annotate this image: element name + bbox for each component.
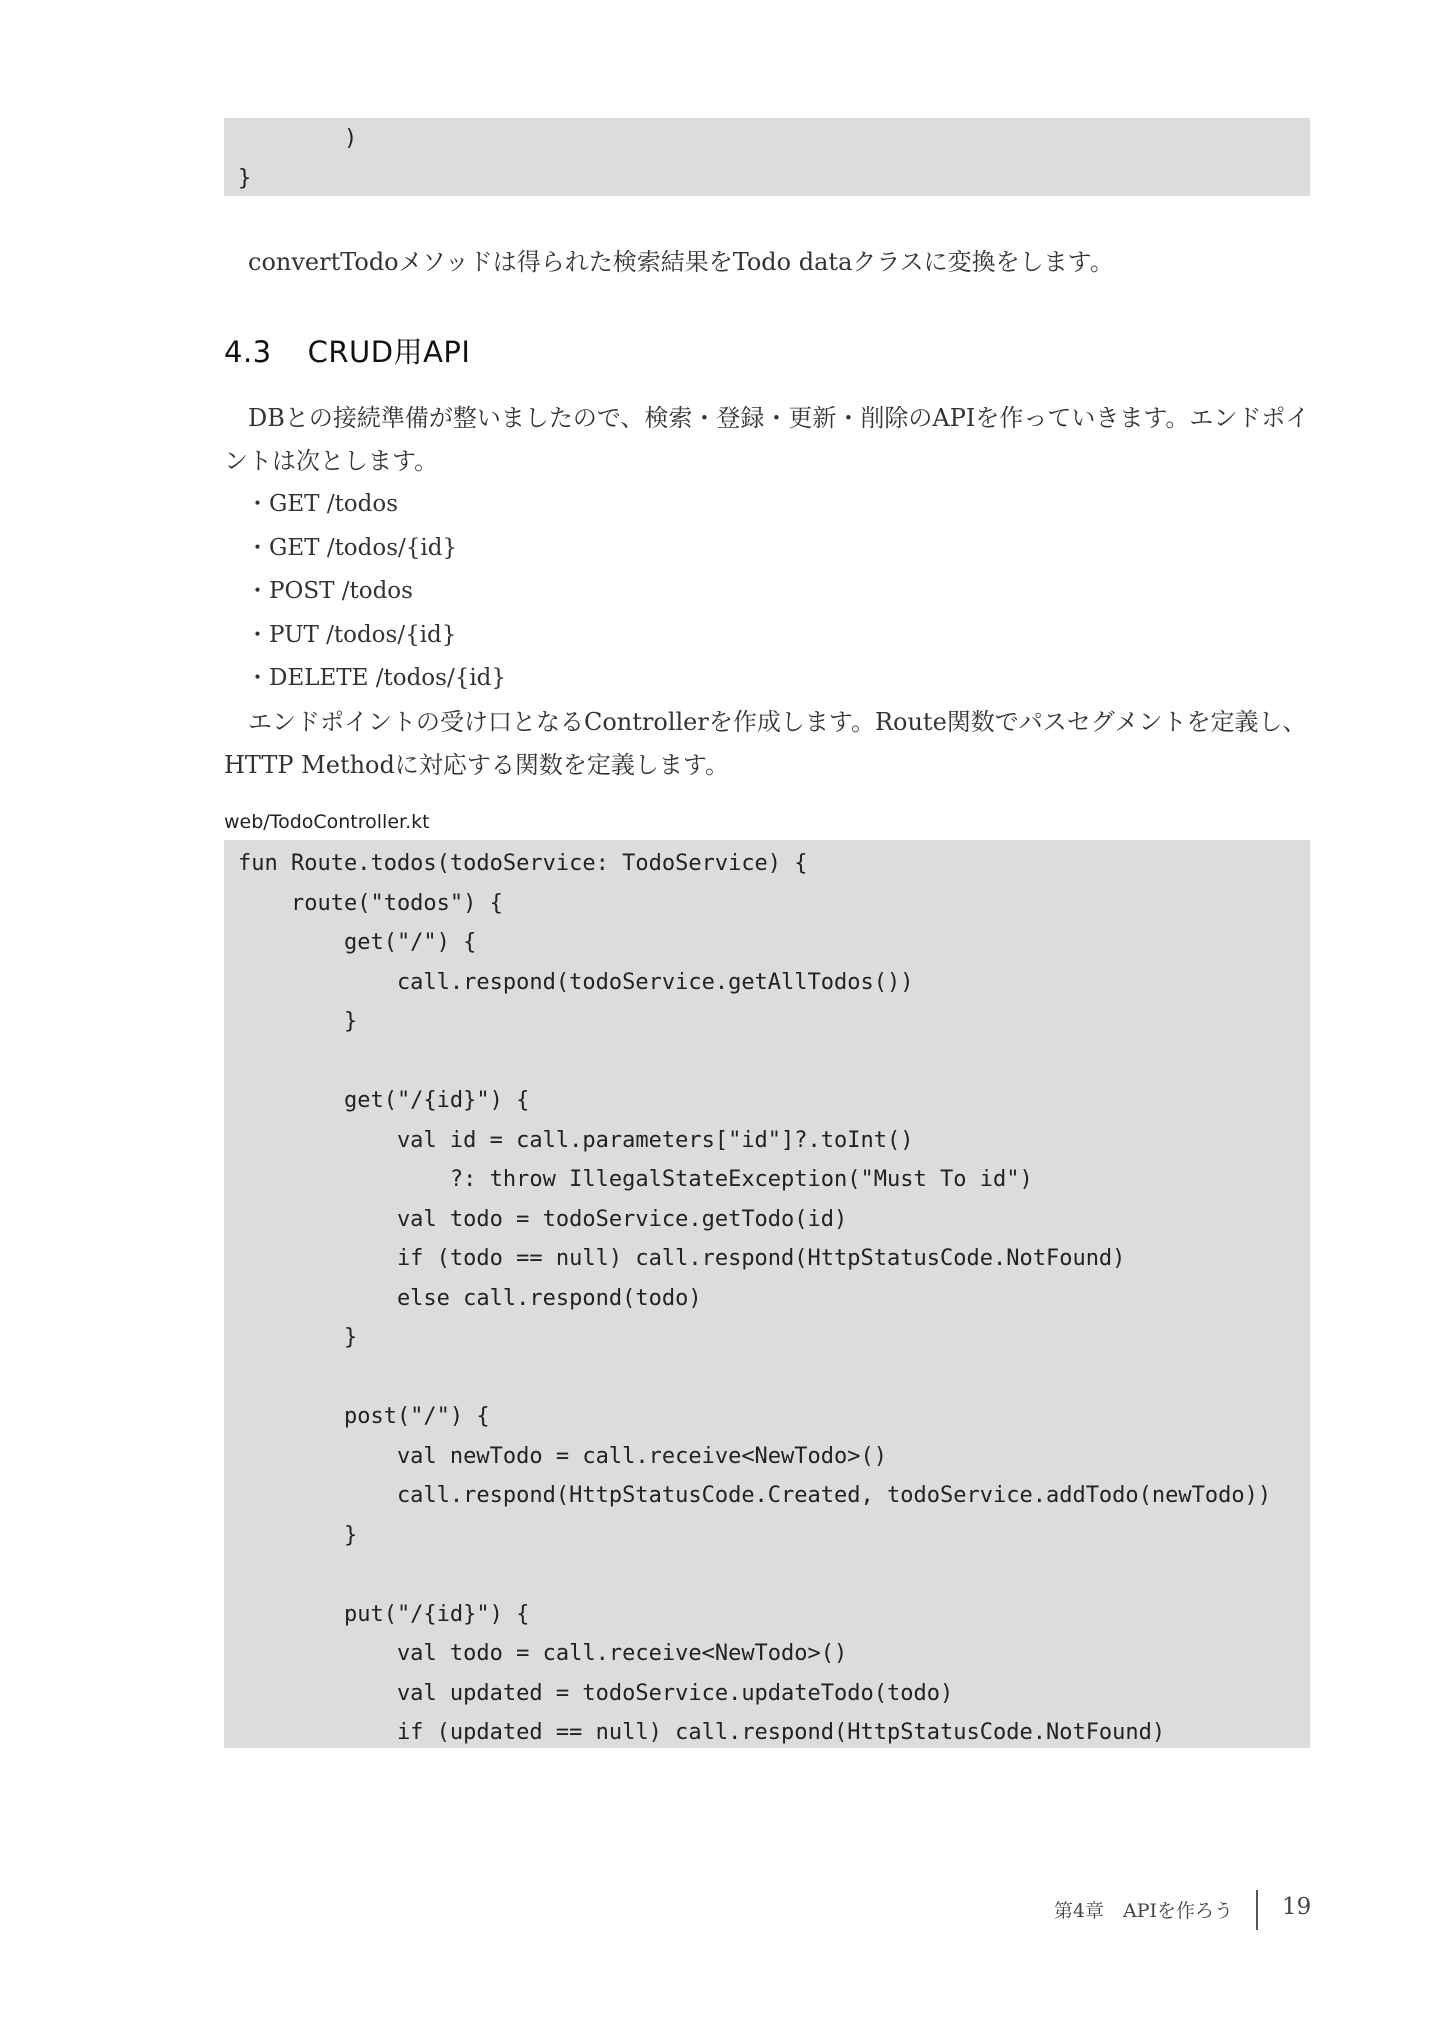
code-line: } bbox=[238, 1009, 358, 1034]
footer-chapter-title: 第4章 APIを作ろう bbox=[1053, 1900, 1233, 1922]
list-item: ・GET /todos/{id} bbox=[246, 534, 458, 561]
page-footer bbox=[0, 1890, 1433, 1930]
code-line: put("/{id}") { bbox=[238, 1601, 530, 1627]
code-line: if (updated == null) call.respond(HttpStatusCode.NotFound) bbox=[238, 1720, 1166, 1745]
section-title: CRUD用API bbox=[307, 335, 471, 369]
code-line: call.respond(todoService.getAllTodos()) bbox=[238, 969, 914, 995]
section-number: 4.3 bbox=[224, 335, 272, 369]
list-item: ・DELETE /todos/{id} bbox=[246, 665, 507, 691]
endpoint-list bbox=[246, 483, 506, 701]
code-line: else call.respond(todo) bbox=[238, 1285, 702, 1311]
code-line: fun Route.todos(todoService: TodoService) { bbox=[238, 851, 808, 876]
code-line: val id = call.parameters["id"]?.toInt() bbox=[238, 1127, 914, 1153]
code-line: val todo = todoService.getTodo(id) bbox=[238, 1206, 848, 1232]
paragraph-convert-todo: convertTodoメソッドは得られた検索結果をTodo dataクラスに変換をします。 bbox=[248, 248, 1114, 276]
paragraph-intro: DBとの接続準備が整いましたので、検索・登録・更新・削除のAPIを作っていきます。エンドポイントは次とします。 bbox=[224, 404, 1310, 475]
code-line: route("todos") { bbox=[238, 890, 503, 916]
code-block-todo-controller bbox=[224, 840, 1310, 1748]
paragraph-controller: エンドポイントの受け口となるControllerを作成します。Route関数でパスセグメントを定義し、HTTP Methodに対応する関数を定義します。 bbox=[224, 708, 1307, 779]
list-item: ・POST /todos bbox=[246, 578, 413, 604]
file-caption: web/TodoController.kt bbox=[224, 811, 430, 833]
list-item: ・GET /todos bbox=[246, 491, 399, 517]
code-line: get("/") { bbox=[238, 930, 477, 955]
code-block-continuation bbox=[224, 118, 1310, 196]
code-line: if (todo == null) call.respond(HttpStatusCode.NotFound) bbox=[238, 1246, 1126, 1271]
list-item: ・PUT /todos/{id} bbox=[246, 621, 457, 648]
code-line: call.respond(HttpStatusCode.Created, todoService.addTodo(newTodo)) bbox=[238, 1483, 1272, 1508]
code-line: } bbox=[238, 165, 252, 191]
code-line bbox=[238, 1042, 1310, 1082]
code-line: post("/") { bbox=[238, 1404, 490, 1429]
page-number: 19 bbox=[1282, 1894, 1312, 1920]
code-line: ) bbox=[238, 126, 358, 151]
code-line bbox=[238, 1555, 1310, 1595]
code-line: } bbox=[238, 1522, 358, 1548]
code-line: val newTodo = call.receive<NewTodo>() bbox=[238, 1443, 888, 1469]
code-line: get("/{id}") { bbox=[238, 1088, 530, 1113]
code-line bbox=[238, 1358, 1310, 1398]
code-line: val updated = todoService.updateTodo(todo) bbox=[238, 1680, 954, 1706]
code-line: ?: throw IllegalStateException("Must To id") bbox=[238, 1167, 1033, 1192]
code-line: val todo = call.receive<NewTodo>() bbox=[238, 1641, 848, 1666]
section-heading bbox=[224, 330, 470, 371]
code-line: } bbox=[238, 1325, 358, 1350]
footer-divider bbox=[1256, 1890, 1258, 1930]
